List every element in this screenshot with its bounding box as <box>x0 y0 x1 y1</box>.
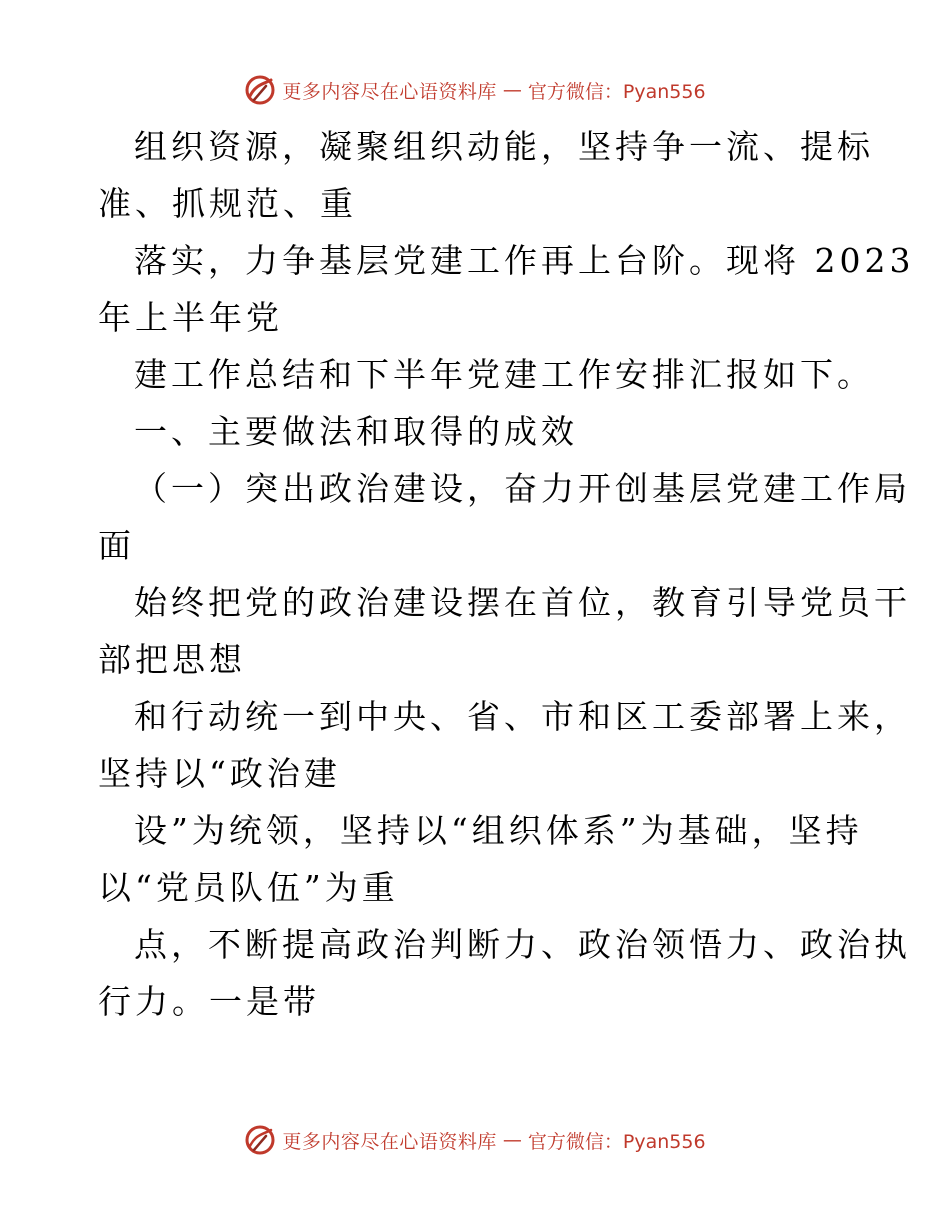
watermark-main-text: 更多内容尽在心语资料库 <box>282 80 497 103</box>
text-line: 建工作总结和下半年党建工作安排汇报如下。 <box>134 355 874 394</box>
text-line: 以“党员队伍”为重 <box>98 868 399 907</box>
watermark-dash: — <box>502 79 522 101</box>
watermark-wechat-text: 官方微信：Pyan556 <box>527 80 706 103</box>
text-line: 和行动统一到中央、省、市和区工委部署上来， <box>134 697 911 736</box>
text-line: 始终把党的政治建设摆在首位，教育引导党员干 <box>134 583 911 622</box>
watermark-wechat-text: 官方微信：Pyan556 <box>527 1130 706 1153</box>
ribbon-logo-icon <box>244 1124 276 1156</box>
ribbon-logo-icon <box>244 74 276 106</box>
text-line: 点，不断提高政治判断力、政治领悟力、政治执 <box>134 925 911 964</box>
text-line: 落实，力争基层党建工作再上台阶。现将 2023 <box>134 241 915 280</box>
text-line: 组织资源，凝聚组织动能，坚持争一流、提标 <box>134 127 874 166</box>
text-line: 年上半年党 <box>98 298 283 337</box>
text-line: 坚持以“政治建 <box>98 754 341 793</box>
text-line: 准、抓规范、重 <box>98 184 357 223</box>
document-body <box>98 118 915 1030</box>
text-line: 行力。一是带 <box>98 982 320 1021</box>
text-line: 一、主要做法和取得的成效 <box>134 412 578 451</box>
text-line: 设”为统领，坚持以“组织体系”为基础，坚持 <box>134 811 863 850</box>
text-line: 面 <box>98 526 135 565</box>
watermark-dash: — <box>502 1129 522 1151</box>
watermark-main-text: 更多内容尽在心语资料库 <box>282 1130 497 1153</box>
footer-watermark <box>0 1120 950 1160</box>
header-watermark <box>0 70 950 110</box>
text-line: 部把思想 <box>98 640 246 679</box>
text-line: （一）突出政治建设，奋力开创基层党建工作局 <box>134 469 911 508</box>
